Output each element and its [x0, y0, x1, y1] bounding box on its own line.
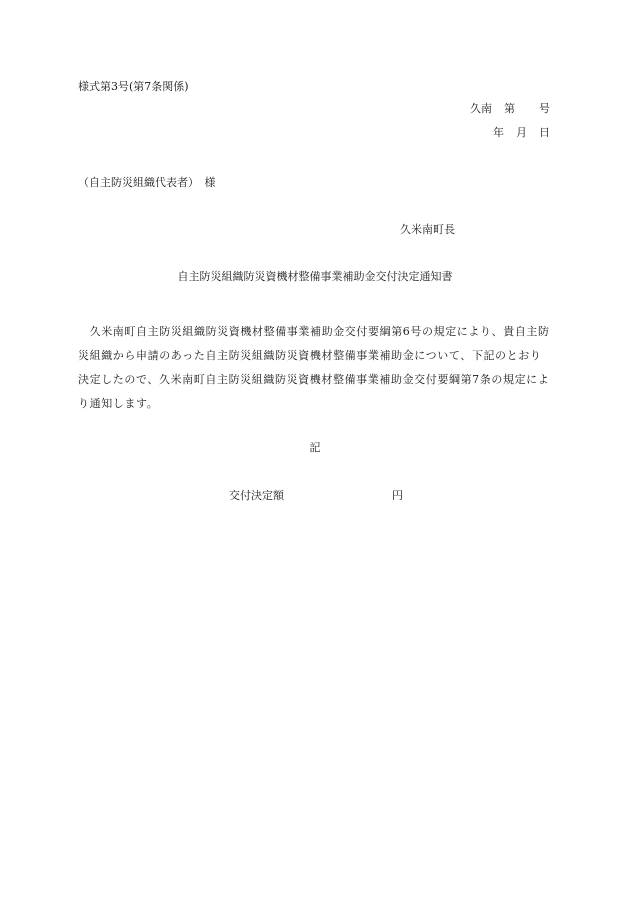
body-paragraph	[78, 320, 552, 416]
reference-prefix: 久南	[470, 102, 492, 115]
document-date	[493, 127, 550, 138]
reference-go: 号	[539, 102, 550, 115]
body-line: 決定したので、久米南町自主防災組織防災資機材整備事業補助金交付要綱第7条の規定によ	[78, 373, 550, 386]
sender: 久米南町長	[400, 223, 455, 236]
body-line: 久米南町自主防災組織防災資機材整備事業補助金交付要綱第6号の規定により、貴自主防	[78, 325, 550, 338]
grant-amount-row	[229, 490, 403, 501]
form-identifier: 様式第3号(第7条関係)	[78, 80, 189, 93]
reference-number	[470, 103, 550, 114]
addressee: （自主防災組織代表者） 様	[78, 176, 216, 189]
ki-heading: 記	[309, 441, 321, 454]
date-month-label: 月	[516, 126, 527, 139]
body-line: り通知します。	[78, 397, 159, 410]
date-year-label: 年	[493, 126, 504, 139]
date-day-label: 日	[539, 126, 550, 139]
grant-amount-unit: 円	[392, 489, 403, 502]
document-title: 自主防災組織防災資機材整備事業補助金交付決定通知書	[177, 270, 453, 283]
grant-amount-label: 交付決定額	[229, 489, 284, 502]
reference-dai: 第	[504, 102, 515, 115]
body-line: 災組織から申請のあった自主防災組織防災資機材整備事業補助金について、下記のとおり	[78, 349, 542, 362]
